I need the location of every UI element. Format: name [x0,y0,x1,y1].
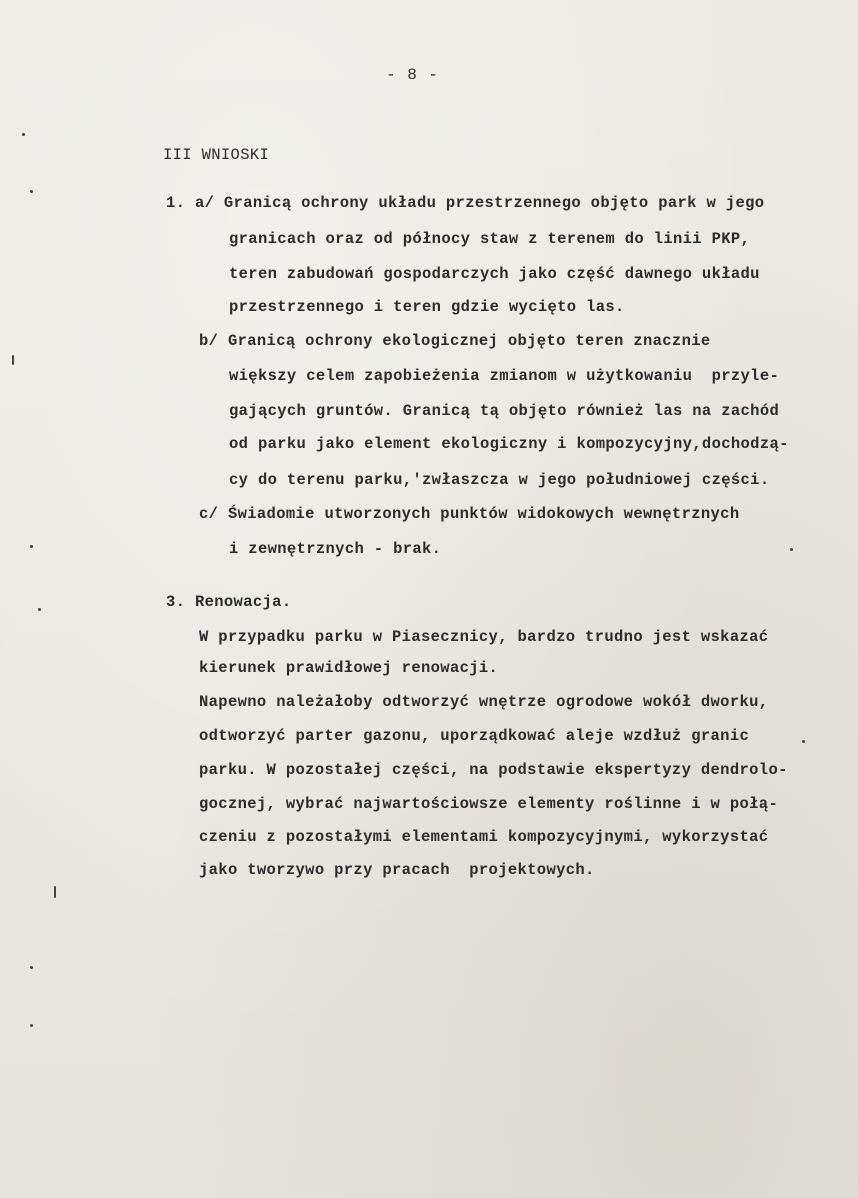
text-line: jako tworzywo przy pracach projektowych. [199,861,595,879]
paper-speck [22,133,25,136]
text-line: od parku jako element ekologiczny i kompozycyjny,dochodzą- [229,435,789,453]
text-line: granicach oraz od północy staw z terenem do linii PKP, [229,230,751,248]
text-line: i zewnętrznych - brak. [229,540,442,558]
text-line: kierunek prawidłowej renowacji. [199,659,499,677]
page-number: - 8 - [386,66,440,84]
paper-speck [30,190,33,193]
text-line: cy do terenu parku,'zwłaszcza w jego południowej części. [229,471,770,489]
text-line: c/ Świadomie utworzonych punktów widokowych wewnętrznych [199,505,740,523]
text-line: 1. a/ Granicą ochrony układu przestrzennego objęto park w jego [166,194,765,212]
text-line: odtworzyć parter gazonu, uporządkować aleje wzdłuż granic [199,727,750,745]
text-line: W przypadku parku w Piasecznicy, bardzo trudno jest wskazać [199,628,769,646]
paper-speck [30,545,33,548]
paper-speck [38,608,41,611]
text-line: b/ Granicą ochrony ekologicznej objęto teren znacznie [199,332,711,350]
text-line: gocznej, wybrać najwartościowsze elementy roślinne i w połą- [199,795,779,813]
paper-speck [30,966,33,969]
text-line: 3. Renowacja. [166,593,292,611]
paper-speck [802,740,805,743]
paper-speck [30,1024,33,1027]
paper-speck [790,548,793,551]
text-line: przestrzennego i teren gdzie wycięto las. [229,298,625,316]
text-line: parku. W pozostałej części, na podstawie ekspertyzy dendrolo- [199,761,788,779]
section-heading: III WNIOSKI [163,146,270,164]
text-line: teren zabudowań gospodarczych jako część dawnego układu [229,265,760,283]
text-line: czeniu z pozostałymi elementami kompozycyjnymi, wykorzystać [199,828,769,846]
text-line: Napewno należałoby odtworzyć wnętrze ogrodowe wokół dworku, [199,693,769,711]
text-line: większy celem zapobieżenia zmianom w użytkowaniu przyle- [229,367,780,385]
paper-speck [54,886,56,898]
paper-speck [12,355,14,365]
text-line: gających gruntów. Granicą tą objęto również las na zachód [229,402,780,420]
